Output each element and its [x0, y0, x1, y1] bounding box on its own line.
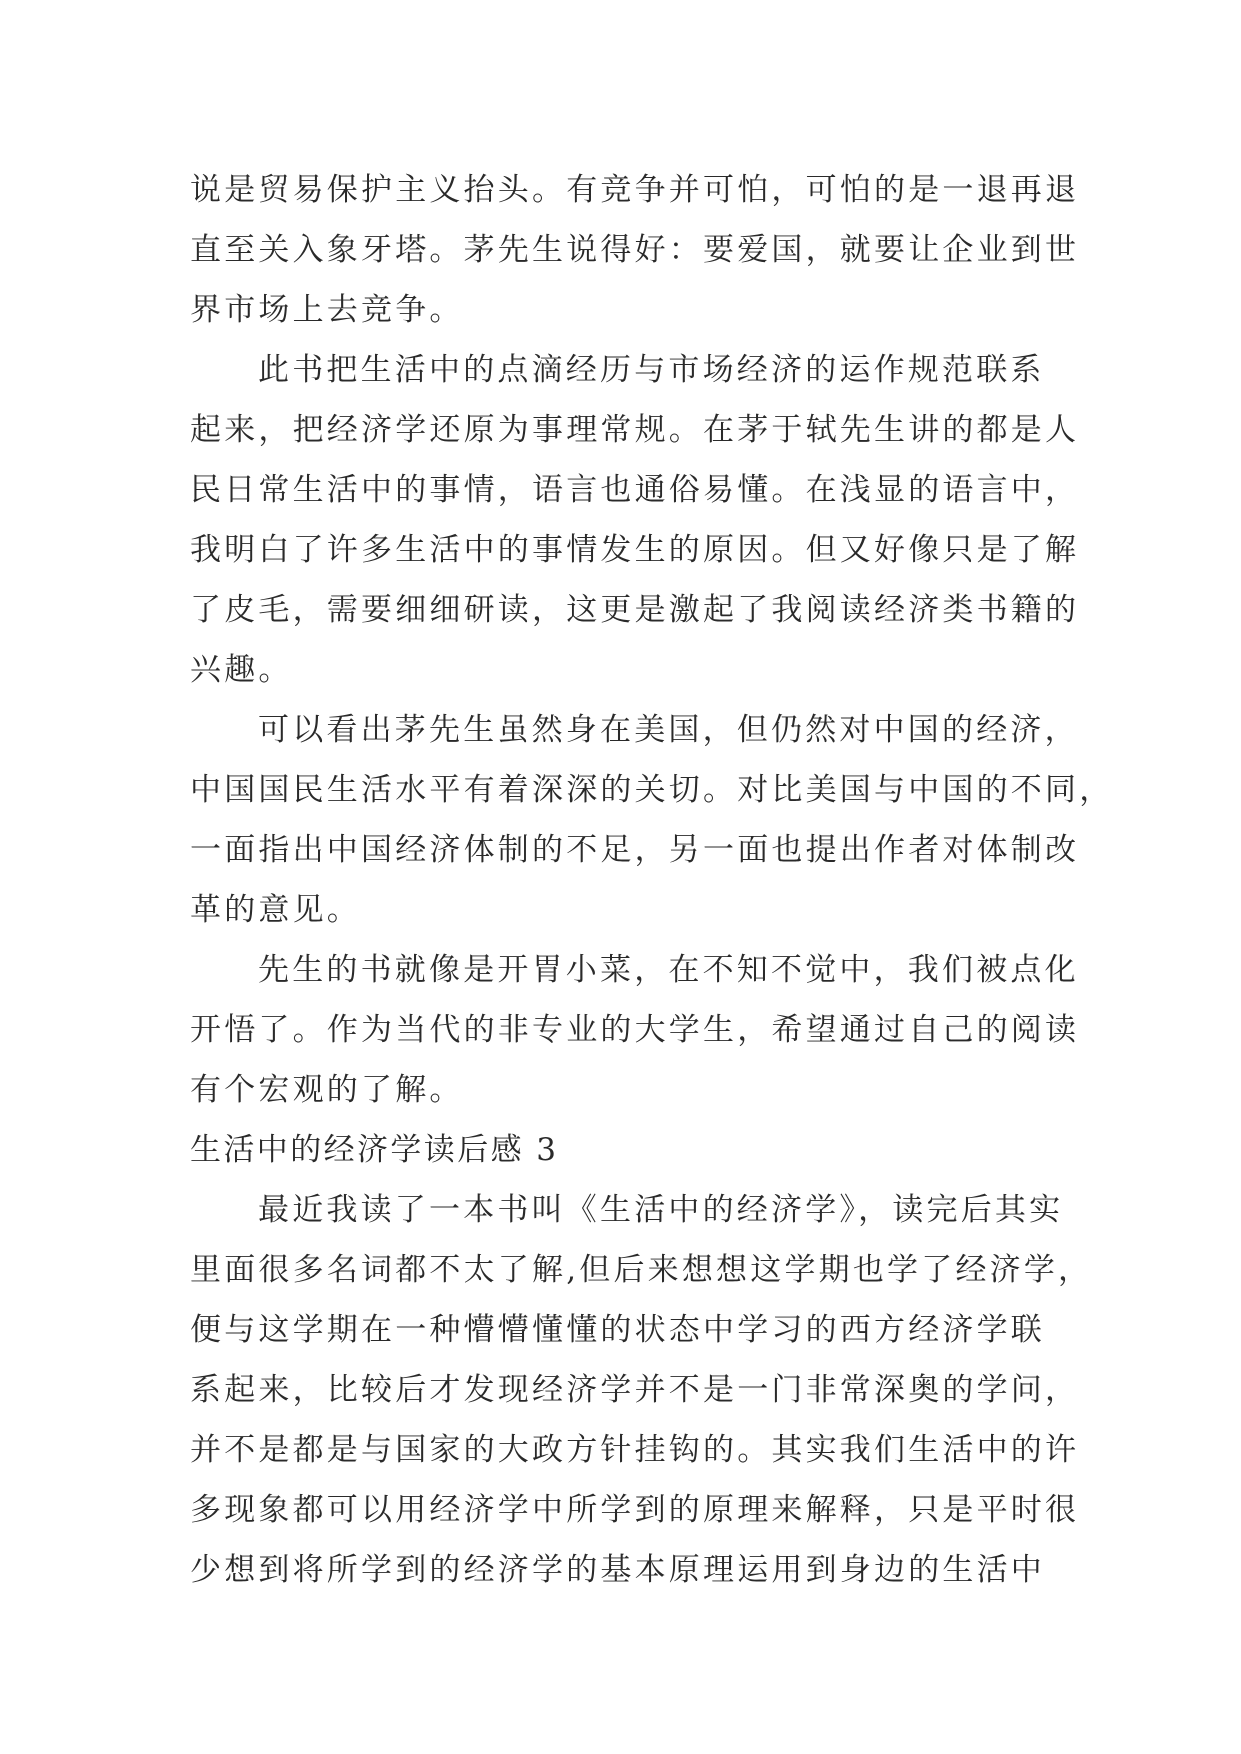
text-line: 一面指出中国经济体制的不足，另一面也提出作者对体制改: [190, 832, 1080, 868]
text-line: 了皮毛，需要细细研读，这更是激起了我阅读经济类书籍的: [190, 592, 1080, 628]
text-line: 开悟了。作为当代的非专业的大学生，希望通过自己的阅读: [190, 1012, 1080, 1048]
text-line: 革的意见。: [190, 892, 361, 928]
paragraph-5: [190, 1180, 1093, 1600]
text-line: 系起来，比较后才发现经济学并不是一门非常深奥的学问，: [190, 1372, 1080, 1408]
document-body: [190, 160, 1114, 1600]
text-line: 先生的书就像是开胃小菜，在不知不觉中，我们被点化: [258, 952, 1079, 988]
paragraph-3: [190, 700, 1114, 940]
text-line: 界市场上去竞争。: [190, 292, 464, 328]
text-line: 可以看出茅先生虽然身在美国，但仍然对中国的经济，: [258, 712, 1079, 748]
text-line: 便与这学期在一种懵懵懂懂的状态中学习的西方经济学联: [190, 1312, 1045, 1348]
paragraph-2: [190, 340, 1080, 700]
text-line: 我明白了许多生活中的事情发生的原因。但又好像只是了解: [190, 532, 1080, 568]
text-line: 说是贸易保护主义抬头。有竞争并可怕，可怕的是一退再退: [190, 172, 1080, 208]
text-line: 兴趣。: [190, 652, 293, 688]
text-line: 最近我读了一本书叫《生活中的经济学》，读完后其实: [258, 1192, 1064, 1228]
text-line: 里面很多名词都不太了解,但后来想想这学期也学了经济学，: [190, 1252, 1093, 1288]
text-line: 起来，把经济学还原为事理常规。在茅于轼先生讲的都是人: [190, 412, 1080, 448]
paragraph-1: [190, 160, 1080, 340]
text-line: 民日常生活中的事情，语言也通俗易懂。在浅显的语言中，: [190, 472, 1080, 508]
text-line: 少想到将所学到的经济学的基本原理运用到身边的生活中: [190, 1552, 1045, 1588]
paragraph-4: [190, 940, 1080, 1120]
text-line: 并不是都是与国家的大政方针挂钩的。其实我们生活中的许: [190, 1432, 1080, 1468]
text-line: 中国国民生活水平有着深深的关切。对比美国与中国的不同，: [190, 772, 1114, 808]
text-line: 此书把生活中的点滴经历与市场经济的运作规范联系: [258, 352, 1045, 388]
section-heading: 生活中的经济学读后感 3: [190, 1132, 559, 1168]
text-line: 直至关入象牙塔。茅先生说得好：要爱国，就要让企业到世: [190, 232, 1080, 268]
text-line: 有个宏观的了解。: [190, 1072, 464, 1108]
text-line: 多现象都可以用经济学中所学到的原理来解释，只是平时很: [190, 1492, 1080, 1528]
